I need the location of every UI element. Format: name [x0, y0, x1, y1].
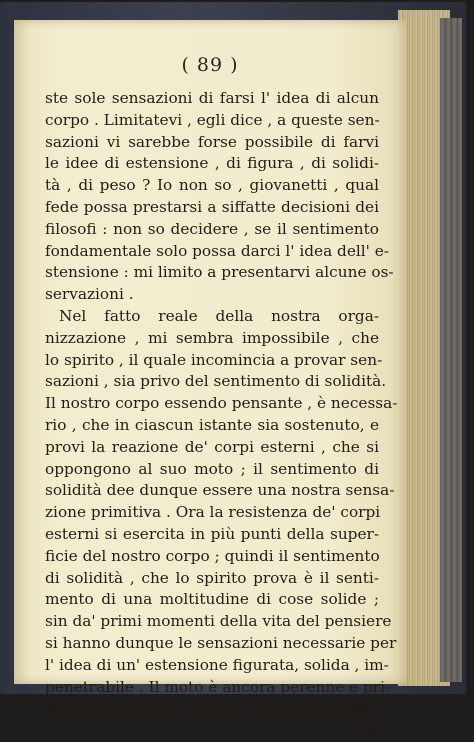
text-line: solidità dee dunque essere una nostra sensa-	[45, 481, 395, 500]
text-line: tà , di peso ? Io non so , giovanetti , qual	[45, 176, 379, 195]
text-line: mitivo nel nostro corpo : il bambino pian-	[45, 699, 379, 718]
text-line: servazioni .	[45, 285, 134, 304]
text-line: sazioni vi sarebbe forse possibile di farvi	[45, 132, 379, 151]
text-line: fede possa prestarsi a siffatte decisioni dei	[45, 197, 379, 216]
text-line: fondamentale solo possa darci l' idea dell' e-	[45, 241, 389, 260]
catchword: ge	[360, 721, 379, 740]
cover-edge	[440, 18, 462, 682]
text-line: si hanno dunque le sensazioni necessarie per	[45, 633, 397, 652]
text-line: stensione : mi limito a presentarvi alcune os-	[45, 263, 394, 282]
text-line: rio , che in ciascun istante sia sostenuto, e	[45, 415, 379, 434]
text-line: filosofi : non so decidere , se il sentimento	[45, 219, 379, 238]
text-line: ficie del nostro corpo ; quindi il sentimento	[45, 546, 380, 565]
text-line: provi la reazione de' corpi esterni , che si	[45, 437, 379, 456]
text-line: Nel fatto reale della nostra orga-	[59, 306, 379, 325]
text-line: nizzazione , mi sembra impossibile , che	[45, 328, 379, 347]
text-line: oppongono al suo moto ; il sentimento di	[45, 459, 379, 478]
text-line: lo spirito , il quale incomincia a provar sen-	[45, 350, 383, 369]
text-line: ste sole sensazioni di farsi l' idea di alcun	[45, 89, 379, 107]
text-line: l' idea di un' estensione figurata, solida , im-	[45, 655, 389, 674]
text-line: di solidità , che lo spirito prova è il senti-	[45, 568, 379, 587]
text-line: esterni si esercita in più punti della super-	[45, 524, 379, 543]
page-number: ( 89 )	[181, 54, 239, 76]
text-line: sazioni , sia privo del sentimento di solidità.	[45, 372, 387, 391]
text-line: corpo . Limitatevi , egli dice , a queste sen-	[45, 110, 380, 129]
text-line: le idee di estensione , di figura , di solidi-	[45, 154, 379, 173]
text-line: mento di una moltitudine di cose solide ;	[45, 590, 379, 609]
text-line: penetrabile . Il moto è ancora perenne e pri-	[45, 677, 391, 696]
book-page	[14, 20, 406, 740]
text-line: zione primitiva . Ora la resistenza de' corpi	[45, 503, 381, 522]
text-line: sin da' primi momenti della vita del pensiere	[45, 612, 392, 631]
body-text	[45, 88, 398, 742]
text-line: Il nostro corpo essendo pensante , è necessa-	[45, 394, 398, 413]
